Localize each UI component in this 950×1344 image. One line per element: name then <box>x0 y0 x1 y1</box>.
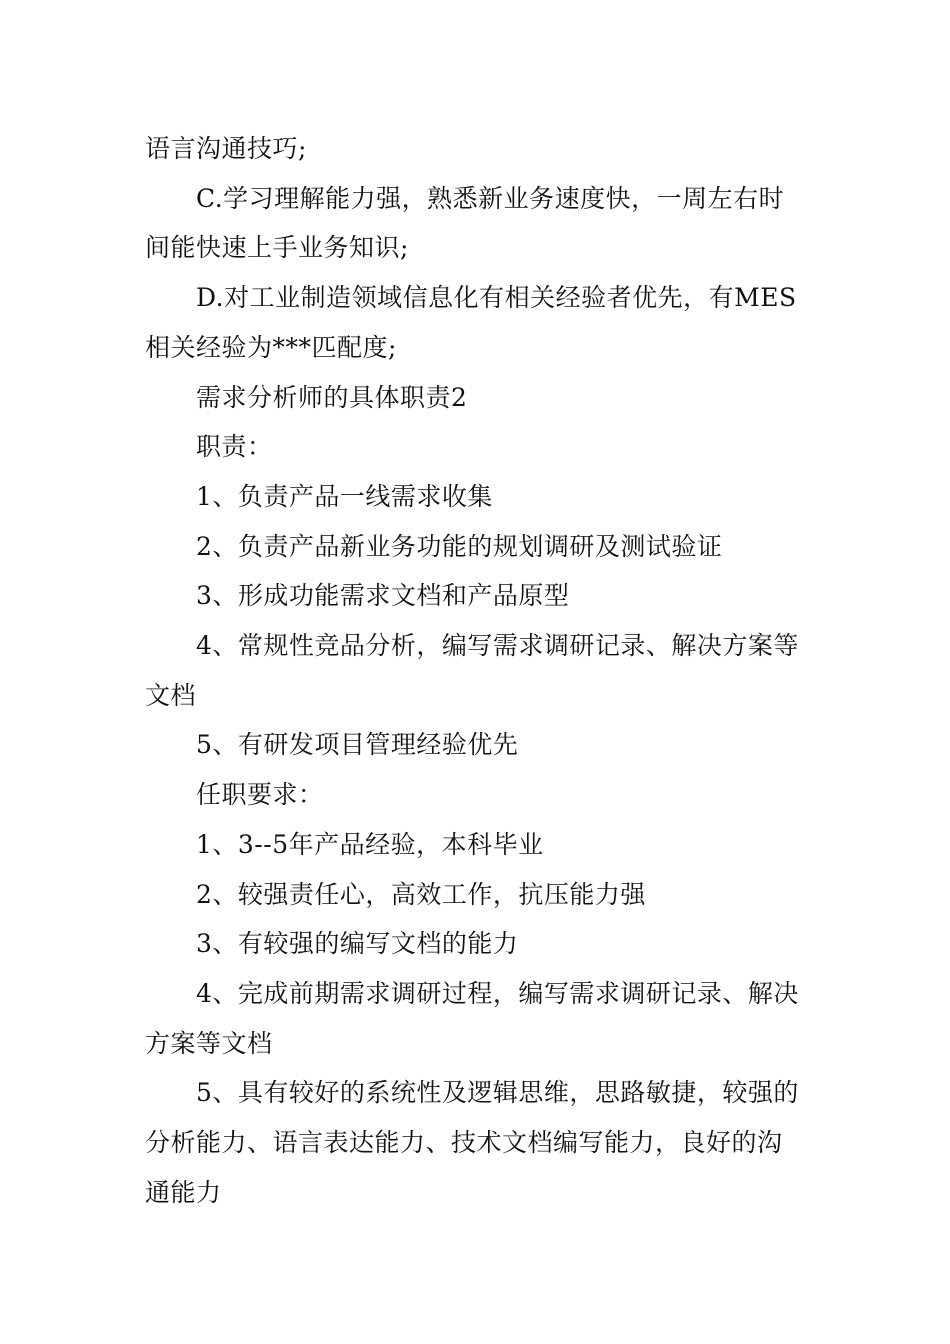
requirement-item-4: 4、完成前期需求调研过程，编写需求调研记录、解决方案等文档 <box>145 978 799 1058</box>
requirement-item-5: 5、具有较好的系统性及逻辑思维，思路敏捷，较强的分析能力、语言表达能力、技术文档编写能力，良好的沟通能力 <box>145 1078 799 1207</box>
subheading-duties: 职责： <box>196 432 273 462</box>
requirement-item-2: 2、较强责任心，高效工作，抗压能力强 <box>196 879 646 909</box>
duty-item-1: 1、负责产品一线需求收集 <box>196 481 493 511</box>
paragraph-requirement-d: D.对工业制造领域信息化有相关经验者优先，有MES相关经验为***匹配度; <box>145 283 797 362</box>
section-heading: 需求分析师的具体职责2 <box>196 382 468 412</box>
duty-item-4: 4、常规性竞品分析，编写需求调研记录、解决方案等文档 <box>145 631 799 710</box>
paragraph-requirement-c: C.学习理解能力强，熟悉新业务速度快，一周左右时间能快速上手业务知识; <box>145 183 785 263</box>
duty-item-3: 3、形成功能需求文档和产品原型 <box>196 581 570 611</box>
subheading-requirements: 任职要求： <box>196 780 324 810</box>
duty-item-5: 5、有研发项目管理经验优先 <box>196 730 519 760</box>
document-body <box>145 124 807 1217</box>
requirement-item-1: 1、3--5年产品经验，本科毕业 <box>196 829 544 859</box>
paragraph-continuation: 语言沟通技巧; <box>145 134 307 163</box>
duty-item-2: 2、负责产品新业务功能的规划调研及测试验证 <box>196 531 723 561</box>
requirement-item-3: 3、有较强的编写文档的能力 <box>196 929 519 959</box>
